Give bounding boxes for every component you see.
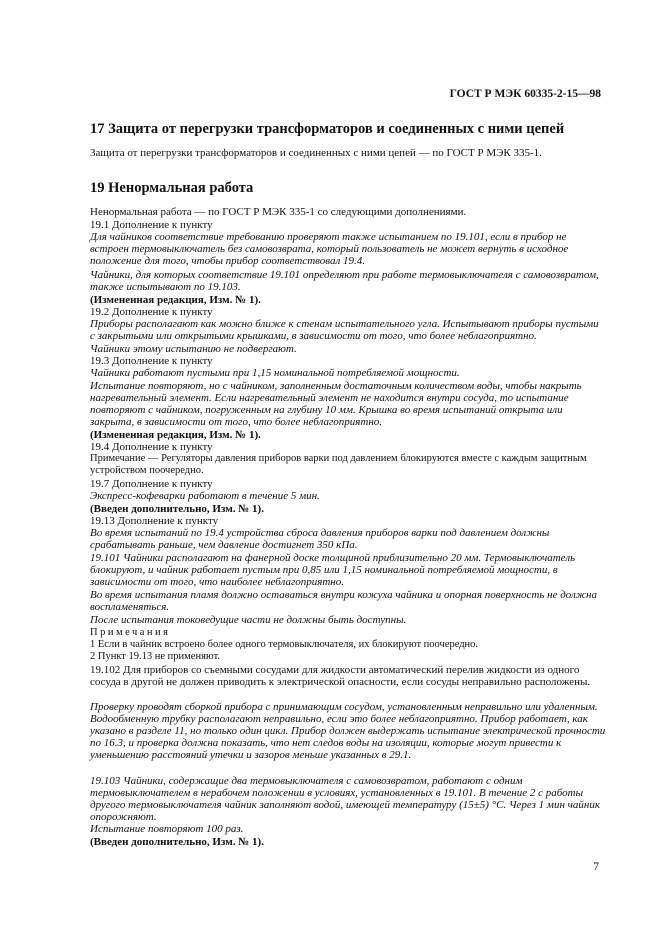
para-19-101-c: После испытания токоведущие части не должны быть доступны.: [90, 614, 407, 626]
para-19-2-b: Чайники этому испытанию не подвергают.: [90, 343, 297, 355]
para-19-3-b: Испытание повторяют, но с чайником, заполненным достаточным количеством воды, чтобы накрыть нагревательный элемент. Если нагревательный элемент не находится внутри сосуда, то испытание повторяют с чайником, погруженным на глубину 10 мм. Крышка во время испытаний открыта или закрыта, в зависимости от того, что более неблагоприятно.: [90, 380, 582, 429]
clause-19-102: 19.102 Для приборов со съемными сосудами для жидкости автоматический перелив жидкости из одного сосуда в другой не должен приводить к электрической опасности, если сосуды неправильно расположены.: [90, 664, 591, 689]
page-number: 7: [593, 861, 599, 873]
clause-19-7: 19.7 Дополнение к пункту: [90, 478, 213, 490]
section-19-title: 19 Ненормальная работа: [90, 180, 254, 196]
amendment-note: (Измененная редакция, Изм. № 1).: [90, 429, 261, 441]
note-2: 2 Пункт 19.13 не применяют.: [90, 651, 221, 662]
amendment-note: (Измененная редакция, Изм. № 1).: [90, 294, 261, 306]
para-intro: Ненормальная работа — по ГОСТ Р МЭК 335-1 со следующими дополнениями.: [90, 206, 467, 218]
notes-heading: Примечания: [90, 627, 171, 638]
para-19-103: Испытание повторяют 100 раз.: [90, 823, 244, 835]
para-19-2-a: Приборы располагают как можно ближе к стенам испытательного угла. Испытывают приборы пустыми с закрытыми или открытыми крышками, в зависимости от того, что более неблагоприятно.: [90, 318, 599, 343]
section-17-text: Защита от перегрузки трансформаторов и соединенных с ними цепей — по ГОСТ Р МЭК 335-1.: [90, 147, 542, 159]
amendment-note: (Введен дополнительно, Изм. № 1).: [90, 503, 264, 515]
clause-19-103: 19.103 Чайники, содержащие два термовыключателя с самовозвратом, работают с одним термовыключателем в нерабочем положении в условиях, установленных в 19.101. В течение 2 с работы другого термовыключателя чайник заполняют водой, имеющей температуру (15±5) °С. Через 1 мин чайник опорожняют.: [90, 775, 601, 824]
clause-19-1: 19.1 Дополнение к пункту: [90, 219, 213, 231]
section-17-title: 17 Защита от перегрузки трансформаторов и соединенных с ними цепей: [90, 121, 565, 137]
clause-19-3: 19.3 Дополнение к пункту: [90, 355, 213, 367]
document-header: ГОСТ Р МЭК 60335-2-15—98: [449, 88, 601, 100]
clause-19-2: 19.2 Дополнение к пункту: [90, 306, 213, 318]
para-19-102: Проверку проводят сборкой прибора с принимающим сосудом, установленным неправильно или удаленным. Водообменную трубку располагают неправильно, если это более неблагоприятно. Прибор работает, как указано в разделе 11, но только один цикл. Прибор должен выдержать испытание электрической прочности по 16.3, и проверка должна показать, что нет следов воды на изоляции, которые могут привести к уменьшению расстояний утечки и зазоров меньше указанных в 29.1.: [90, 701, 606, 762]
para-19-101-a: 19.101 Чайники располагают на фанерной доске толщиной приблизительно 20 мм. Термовыключатель блокируют, и чайник работает пустым при 0,85 или 1,15 номинальной потребляемой мощности, в зависимости от того, что наиболее неблагоприятно.: [90, 552, 576, 589]
para-19-101-b: Во время испытания пламя должно оставаться внутри кожуха чайника и опорная поверхность не должна воспламеняться.: [90, 589, 597, 614]
amendment-note: (Введен дополнительно, Изм. № 1).: [90, 836, 264, 848]
note-1: 1 Если в чайник встроено более одного термовыключателя, их блокируют поочередно.: [90, 639, 479, 650]
para-19-3-a: Чайники работают пустыми при 1,15 номинальной потребляемой мощности.: [90, 367, 460, 379]
clause-19-13: 19.13 Дополнение к пункту: [90, 515, 219, 527]
para-19-1-b: Чайники, для которых соответствие 19.101 определяют при работе термовыключателя с самовозвратом, также испытывают по 19.103.: [90, 269, 599, 294]
para-19-1-a: Для чайников соответствие требованию проверяют также испытанием по 19.101, если в прибор не встроен термовыключатель без самовозврата, который пользователь не может вернуть в исходное положение для того, чтобы прибор соответствовал 19.4.: [90, 231, 569, 268]
note-19-4: Примечание — Регуляторы давления приборов варки под давлением блокируются вместе с каждым защитным устройством поочередно.: [90, 453, 587, 477]
para-19-7: Экспресс-кофеварки работают в течение 5 мин.: [90, 490, 320, 502]
para-19-13: Во время испытаний по 19.4 устройства сброса давления приборов варки под давлением должны срабатывать раньше, чем давление достигнет 350 кПа.: [90, 527, 550, 552]
clause-19-4: 19.4 Дополнение к пункту: [90, 441, 213, 453]
